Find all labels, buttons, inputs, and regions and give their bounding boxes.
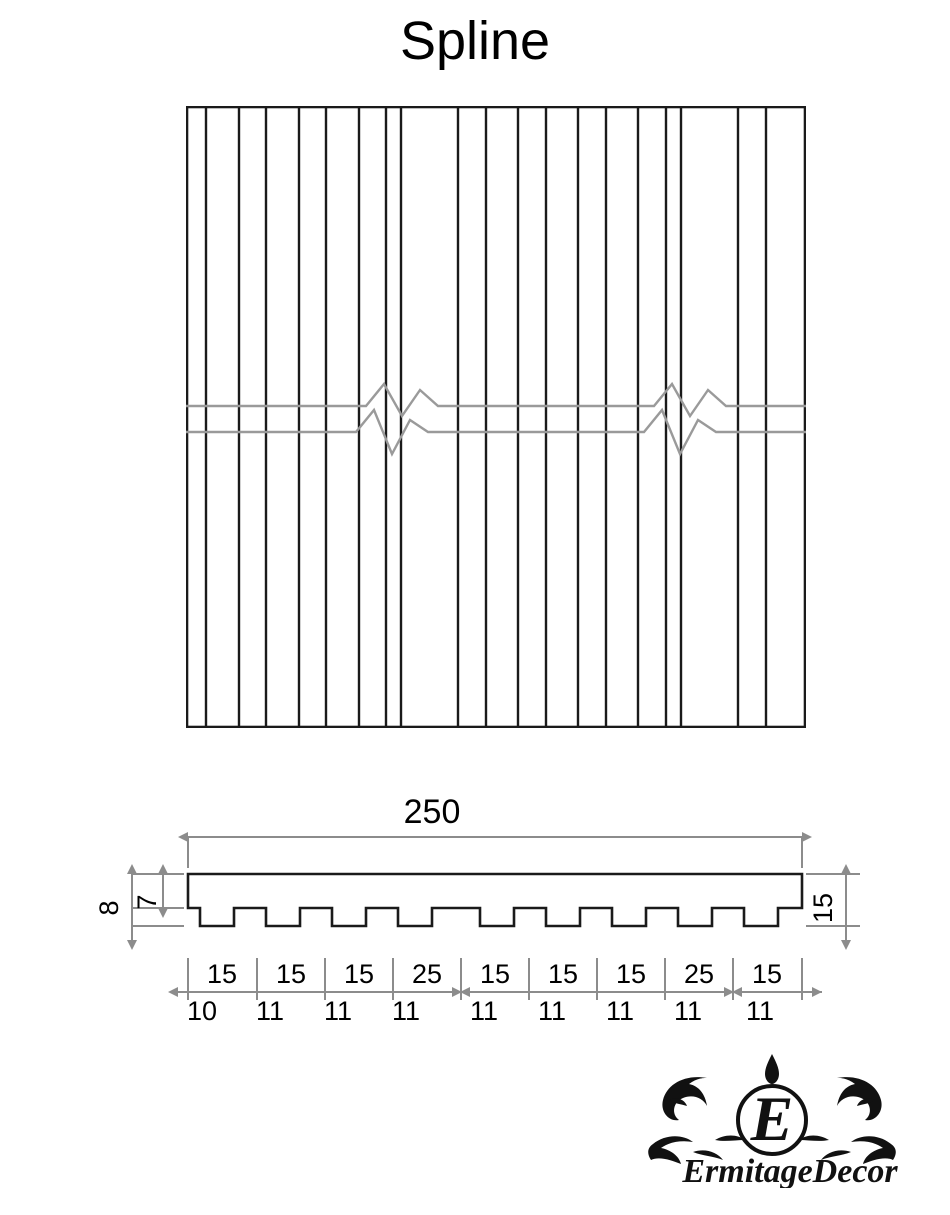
profile-outline [188, 874, 802, 926]
dim-bottom-3: 11 [323, 996, 353, 1026]
brand-logo [645, 1048, 935, 1188]
dim-top-6: 15 [547, 959, 579, 989]
dim-top-4: 25 [411, 959, 443, 989]
dim-bottom-1: 10 [186, 996, 218, 1026]
dim-bottom-8: 11 [673, 996, 703, 1026]
dim-left-7: 7 [132, 894, 162, 910]
dim-top-2: 15 [275, 959, 307, 989]
panel-outline [187, 107, 805, 727]
dim-row-bottom [187, 996, 774, 1026]
monogram-letter: E [750, 1083, 794, 1154]
dim-left-8: 8 [94, 900, 124, 916]
section-profile-view [60, 780, 920, 1030]
flourish-right-icon [799, 1077, 896, 1164]
dim-bottom-6: 11 [537, 996, 567, 1026]
dim-bottom-7: 11 [605, 996, 635, 1026]
dim-top-9: 15 [751, 959, 783, 989]
dim-bottom-2: 11 [255, 996, 285, 1026]
dim-overall-width: 250 [403, 793, 461, 831]
front-elevation-view [186, 106, 806, 728]
dim-top-5: 15 [479, 959, 511, 989]
dim-top-7: 15 [615, 959, 647, 989]
crest-leaf-icon [765, 1054, 779, 1084]
brand-wordmark: ErmitageDecor [682, 1153, 898, 1188]
dim-bottom-5: 11 [469, 996, 499, 1026]
dim-top-1: 15 [206, 959, 238, 989]
dim-right-15: 15 [808, 892, 838, 924]
flourish-left-icon [648, 1077, 745, 1164]
dim-bottom-9: 11 [745, 996, 775, 1026]
dim-row-top [207, 959, 782, 989]
dim-top-8: 25 [683, 959, 715, 989]
monogram-badge [738, 1083, 806, 1154]
dim-bottom-4: 11 [391, 996, 421, 1026]
dim-top-3: 15 [343, 959, 375, 989]
page-title: Spline [399, 11, 551, 71]
